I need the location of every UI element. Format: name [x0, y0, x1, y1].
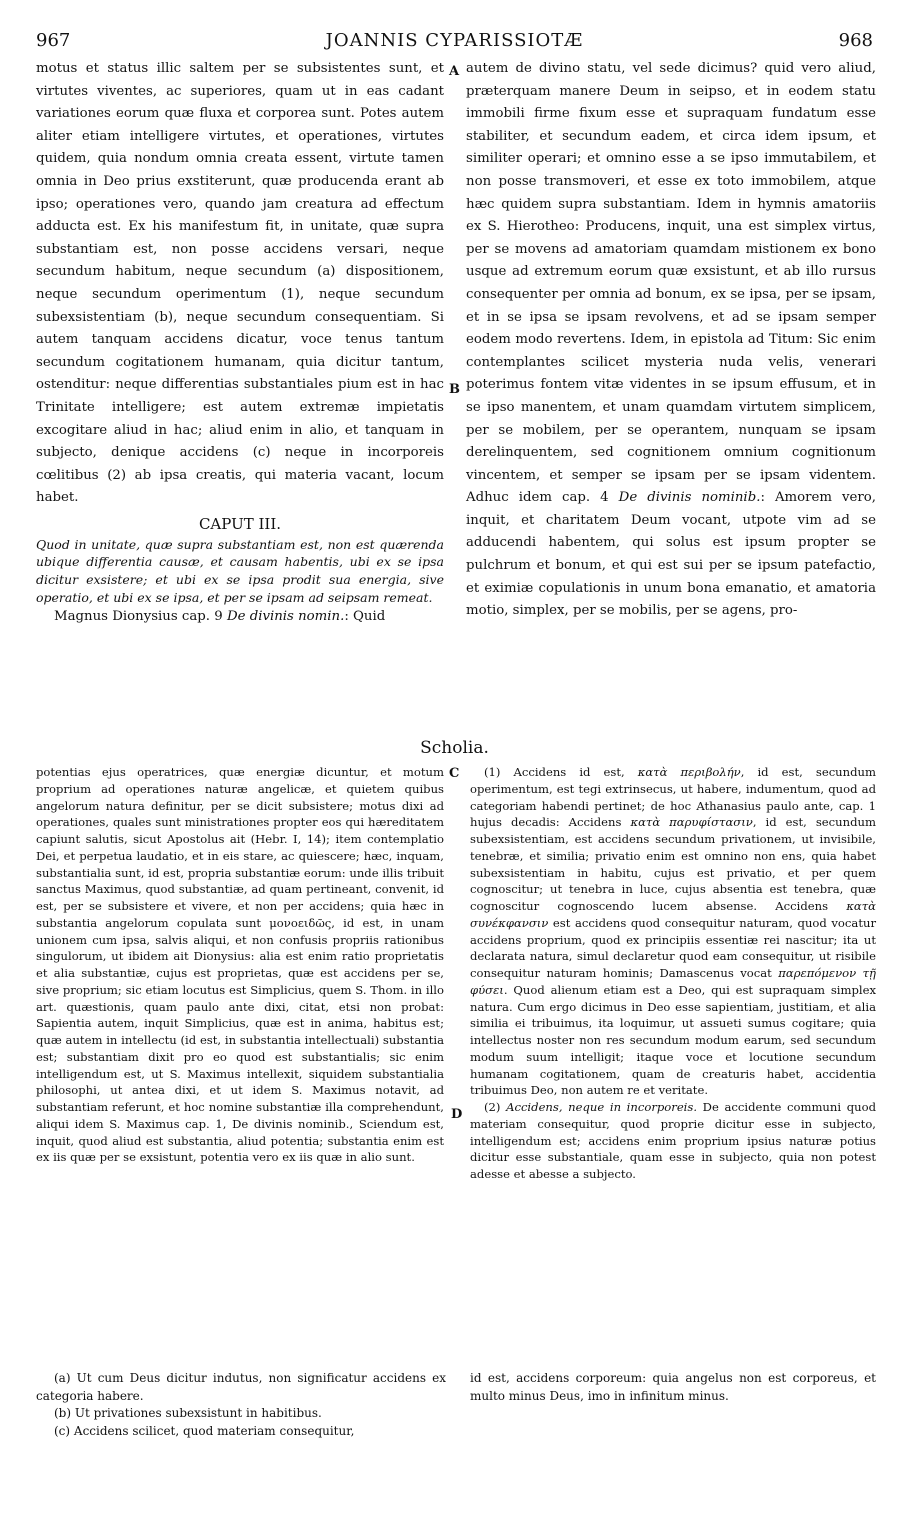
main-paragraph: [466, 58, 876, 623]
running-header: [36, 30, 873, 56]
citation-text: : Quid: [344, 609, 386, 625]
main-text-right-column: [466, 58, 876, 623]
greek-term: κατὰ περιβολήν: [637, 765, 741, 779]
scholia-left-column: [36, 764, 444, 1166]
footnote-b: (b) Ut privationes subexsistunt in habitibus.: [54, 1406, 322, 1420]
lemma: Accidens, neque in incorporeis.: [506, 1100, 698, 1114]
chapter-title: CAPUT III.: [198, 514, 282, 533]
footnotes-left: [36, 1370, 446, 1440]
scholion-note-2: [470, 1099, 876, 1183]
footnote-c-continued: id est, accidens corporeum: quia angelus non est corporeus, et multo minus Deus, imo in infinitum minus.: [470, 1371, 876, 1403]
greek-term: κατὰ παρυφίστασιν: [630, 815, 753, 830]
scholion-text: De accidente communi quod materiam consequitur, quod proprie dicitur esse in subjecto, intelligendum est; accidens enim proprium ipsius naturæ potius dicitur esse substantiale, quam esse in subjecto, quia non potest adesse et abesse a subjecto.: [470, 1100, 877, 1181]
work-title: De divinis nominib.: [618, 490, 761, 506]
citation-text: Magnus Dionysius cap. 9: [54, 609, 223, 625]
scholion-text: est accidens quod consequitur naturam, quod vocatur accidens proprium, quod ex principiis essentiæ rei nascitur; ita ut declarata natura, simul declaretur quod eam consequitur, ut risibile consequitur naturam hominis; Damascenus vocat: [470, 915, 876, 980]
scholia-heading: Scholia.: [420, 738, 489, 758]
main-text: : Amorem vero, inquit, et charitatem Deum vocant, utpote vim ad se adducendi habentem, qui solus est ipsum propter se pulchrum et bonum, et qui est sui per se ipsum patefactio, et eximiæ copulationis in unum bona emanatio, et amatoria motio, simplex, per se mobilis, per se agens, pro-: [466, 490, 877, 619]
margin-letter-b: B: [449, 382, 460, 397]
margin-letter-a: A: [449, 64, 460, 79]
chapter-summary: Quod in unitate, quæ supra substantiam est, non est quærenda ubique differentia causæ, et causam habentis, ubi ex se ipsa dicitur exsistere; et ubi ex se ipsa prodit sua energia, sive operatio, et ubi ex se ipsa, et per se ipsam ad seipsam remeat.: [36, 536, 444, 605]
footnote-a: (a) Ut cum Deus dicitur indutus, non significatur accidens ex categoria habere.: [36, 1371, 446, 1403]
margin-letter-d: D: [451, 1107, 463, 1122]
greek-term: παρεπόμενον τῇ φύσει: [470, 966, 877, 997]
footnotes-right: [470, 1370, 876, 1405]
main-paragraph: motus et status illic saltem per se subsistentes sunt, et virtutes viventes, ac superiores, quam ut in eas cadant variationes eorum quæ fluxa et corporea sunt. Potes autem aliter etiam intelligere virtutes, et operationes, virtutes quidem, quia nondum omnia creata essent, virtute tamen omnia in Deo prius exstiterunt, quæ producenda erant ab ipso; operationes vero, quando jam creatura ad effectum adducta est. Ex his manifestum fit, in unitate, quæ supra substantiam est, non posse accidens versari, neque secundum habitum, neque secundum (a) dispositionem, neque secundum operimentum (1), neque secundum subexsistentiam (b), neque secundum consequentiam. Si autem tanquam accidens dicatur, voce tenus tantum secundum cogitationem humanam, quia dicitur tantum, ostenditur: neque differentias substantiales pium est in hac Trinitate intelligere; est autem extremæ impietatis excogitare aliud in hac; aliud enim in alio, et tanquam in subjecto, denique accidens (c) neque in incorporeis cœlitibus (2) ab ipsa creatis, qui materia vacant, locum habet.: [36, 61, 444, 506]
footnote-c: (c) Accidens scilicet, quod materiam consequitur,: [54, 1423, 355, 1438]
running-title: JOANNIS CYPARISSIOTÆ: [325, 30, 584, 51]
column-number-left: 967: [36, 30, 71, 51]
work-title: De divinis nomin.: [226, 609, 345, 625]
scholion-text: , id est, secundum subexsistentiam, est accidens secundum privationem, ut invisibile, tenebræ, et similia; privatio enim est omnino non ens, quia habet subexsistentiam in habitu, cujus est privatio, et per quem cognoscitur; ut tenebra in luce, cujus absentia est tenebra, quæ cognoscitur cognoscendo lucem absense. Accidens: [470, 815, 876, 913]
main-text-left-column: [36, 58, 444, 629]
column-number-right: 968: [838, 30, 873, 51]
scholion-text: (2): [484, 1100, 501, 1114]
main-text: autem de divino statu, vel sede dicimus? quid vero aliud, præterquam manere Deum in seipso, et in eodem statu immobili firme fixum esse et supraquam fundatum esse stabiliter, et secundum eadem, et circa idem ipsum, et similiter operari; et omnino esse a se ipso immutabilem, et non posse transmoveri, et esse ex toto immobilem, atque hæc quidem supra substantiam. Idem in hymnis amatoriis ex S. Hierotheo: Producens, inquit, una est simplex virtus, per se movens ad amatoriam quamdam mistionem ex bono usque ad extremum eorum quæ exsistunt, et ab illo rursus consequenter per omnia ad bonum, ex se ipsa, per se ipsam, et in se ipsa se ipsam revolvens, et ad se ipsam semper eodem modo revertens. Idem, in epistola ad Titum: Sic enim contemplantes scilicet mysteria nuda velis, venerari poterimus fontem vitæ videntes in se ipsum effusum, et in se ipso manentem, et unam quamdam virtutem simplicem, per se mobilem, per se operantem, nunquam se ipsam derelinquentem, sed cognitionem omnium cognitionum vincentem, et semper se ipsam per se ipsam videntem. Adhuc idem cap. 4: [466, 61, 876, 506]
scholia-text: potentias ejus operatrices, quæ energiæ dicuntur, et motum proprium ad operationes naturæ angelicæ, et quietem quibus angelorum natura definitur, per se dicit subsistere; motus dixi ad operationes, quales sunt ministrationes propter eos qui hæreditatem capiunt salutis, sicut Apostolus ait (Hebr. I, 14); item contemplatio Dei, et perpetua laudatio, et in eis stare, ac quiescere; hæc, inquam, substantialia sunt, id est, propria substantiæ eorum: unde illis tribuit sanctus Maximus, quod substantiæ, ad quam pertineant, convenit, id est, per se subsistere et vivere, et non per accidens; quia hæc in substantia angelorum copulata sunt μονοειδῶς, id est, in unam unionem cum ipsa, salvis aliqui, et non confusis propriis rationibus singulorum, ut ibidem ait Dionysius: alia est enim ratio proprietatis et alia substantiæ, cujus est proprietas, quæ est accidens per se, sive proprium; sic etiam locutus est Simplicius, quem S. Thom. in illo art. quæstionis, quam paulo ante dixi, citat, etsi non probat: Sapientia autem, inquit Simplicius, quæ est in anima, habitus est; quæ autem in intellectu (id est, in substantia intellectuali) substantia est; substantiam dixit pro eo quod est substantialis; sic enim intelligendum est, ut S. Maximus intellexit, siquidem substantialia philosophi, ut antea dixi, et ut idem S. Maximus notavit, ad substantiam referunt, et hoc nomine substantiæ illa comprehendunt, aliqui idem S. Maximus cap. 1, De divinis nominib., Sciendum est, inquit, quod aliud est substantia, aliud potentia; substantia enim est ex iis quæ per se exsistunt, potentia vero ex iis quæ in alio sunt.: [36, 765, 444, 1165]
scholion-text: (1) Accidens id est,: [484, 765, 625, 779]
scholia-right-column: [470, 764, 876, 1183]
greek-term: κατὰ συνέκφανσιν: [470, 899, 876, 930]
scholion-text: . Quod alienum etiam est a Deo, qui est supraquam simplex natura. Cum ergo dicimus in Deo esse sapientiam, justitiam, et alia similia ei tribuimus, ita loquimur, ut assueti sumus cogitare; quia intellectus noster non res secundum modum earum, sed secundum modum suum intelligit; itaque voce et locutione secundum humanam cogitationem, quam de creaturis habet, accidentia tribuimus Deo, non autem re et veritate.: [470, 982, 876, 1098]
margin-letter-c: C: [449, 766, 460, 781]
scholion-note-1: [470, 764, 876, 1099]
main-paragraph: [36, 606, 444, 629]
scholion-text: , id est, secundum operimentum, est tegi extrinsecus, ut habere, indumentum, quod ad categoriam habendi pertinet; de hoc Athanasius paulo ante, cap. 1 hujus decadis: Accidens: [470, 765, 877, 830]
